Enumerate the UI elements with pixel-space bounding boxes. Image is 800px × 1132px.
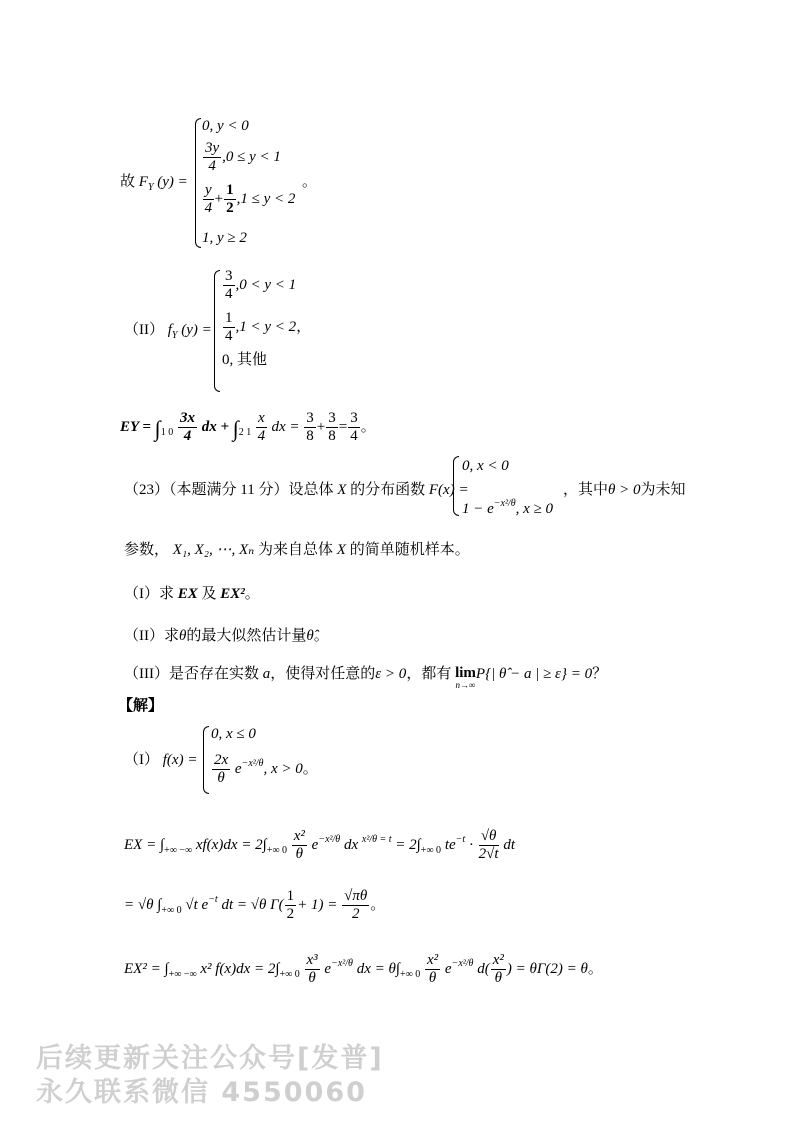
ey-plus: +: [316, 418, 326, 435]
ex-line-1: [124, 828, 515, 863]
ex1-exp2: −t: [455, 833, 466, 845]
q3-expr: P{| θ̂ − a | ≥ ε} = 0: [475, 666, 593, 682]
ex1-dt: dt: [503, 836, 515, 853]
params-t1: 参数，: [124, 542, 170, 558]
fy-case-1: 0, y < 0: [202, 118, 249, 134]
fy-F: F: [138, 174, 148, 190]
q1-mid: 及: [201, 586, 217, 602]
q23-intro: （23）（本题满分 11 分）设总体: [124, 482, 334, 498]
solution-label: 【解】: [118, 698, 164, 714]
q23-F: F(x) =: [428, 482, 469, 498]
ex1-lims: +∞ −∞: [164, 844, 193, 856]
fy-pdf-case-2: [222, 310, 311, 345]
ex2-end: 。: [370, 896, 386, 913]
ey-eq: =: [338, 418, 348, 435]
part2-label: （II）: [124, 322, 164, 338]
fy-c2-cond: ,0 ≤ y < 1: [222, 148, 281, 165]
ex2l-lims2: +∞ 0: [279, 968, 300, 980]
ex2l-gn: x²: [427, 952, 439, 968]
ex2l-tail: ) = θΓ(2) = θ: [506, 960, 588, 977]
ex2-body: √t e: [185, 896, 209, 913]
ex2-lims: +∞ 0: [161, 904, 182, 916]
part2-sub: Y: [171, 330, 178, 341]
params-t3: 的简单随机样本。: [349, 542, 470, 558]
q3-eps: ε > 0: [375, 666, 407, 682]
fy-c3-num2: 1: [226, 182, 234, 198]
q2-theta: θ: [179, 628, 187, 644]
fy-gu: 故: [120, 174, 136, 190]
q2-text: 的最大似然估计量: [186, 628, 307, 644]
q23-c2a: 1 − e: [462, 501, 494, 517]
ex2l-e2: e: [444, 960, 452, 977]
q3-a: a: [262, 666, 271, 682]
ey-int2-lim: 2 1: [238, 426, 252, 438]
ex2l-hn: x²: [492, 952, 504, 968]
pdf-case-1: 0, x ≤ 0: [211, 726, 256, 742]
fy-c3-plus: +: [214, 190, 224, 207]
params-t2: 为来自总体: [258, 542, 334, 558]
ex1-sub: x²/θ = t: [361, 833, 392, 845]
ex2-body2: dt = √θ Γ(: [221, 896, 284, 913]
p2c2-num: 1: [225, 310, 233, 326]
q3-line: [124, 664, 607, 690]
q1-label: （I）求: [124, 586, 174, 602]
q23-c2b: , x ≥ 0: [515, 501, 554, 517]
ex2l-e: e: [324, 960, 332, 977]
q3-label: （III）是否存在实数: [124, 666, 259, 682]
part2-f: f: [167, 322, 172, 338]
ex2l-dx: dx = θ∫: [356, 960, 400, 977]
q3-lim: lim: [455, 665, 476, 681]
ey-r3d: 4: [350, 428, 358, 444]
ex2-fd: 2: [286, 906, 295, 922]
fy-pdf-case-3: 0, 其他: [222, 352, 268, 368]
pdf-e: e: [234, 760, 242, 777]
pdf-func: f(x) =: [162, 752, 198, 768]
q3-text2: ，都有: [406, 666, 452, 682]
ey-int2: ∫: [232, 415, 239, 441]
ex2l-text: EX² = ∫: [124, 960, 169, 977]
ey-r1n: 3: [306, 410, 314, 426]
ex1-te: te: [444, 836, 456, 853]
q23-line: [124, 480, 469, 500]
ey-int1-lim: 1 0: [160, 426, 174, 438]
watermark-line-2: 永久联系微信 4550060: [36, 1077, 367, 1108]
ex2l-exp2: −x²/θ: [451, 957, 474, 969]
ey-dx2: dx =: [271, 418, 300, 435]
ex-line-2: [124, 888, 385, 923]
q23-X: X: [337, 482, 347, 498]
ex1-fd: θ: [295, 846, 304, 862]
ey-f2n: x: [258, 410, 265, 426]
ex2l-lims3: +∞ 0: [399, 968, 421, 980]
q2-line: [124, 626, 329, 646]
p2c1-cond: ,0 < y < 1: [235, 276, 297, 293]
ey-lhs: EY =: [120, 418, 151, 435]
ex1-gd: 2√t: [478, 846, 499, 862]
q2-label: （II）求: [124, 628, 179, 644]
q1-a: EX: [177, 586, 198, 602]
params-line: [124, 540, 470, 560]
q1-line: [124, 584, 260, 604]
ey-dx1: dx +: [201, 418, 230, 435]
pdf-exp: −x²/θ: [241, 757, 264, 769]
pdf-fn: 2x: [214, 752, 229, 768]
ex1-e: e: [311, 836, 319, 853]
q1-end: 。: [244, 586, 260, 602]
p2c2-den: 4: [225, 328, 233, 344]
pdf-x-label: [124, 750, 197, 770]
ey-r2n: 3: [328, 410, 336, 426]
pdf-y-label: [124, 320, 212, 346]
q2-hat: θ̂: [306, 628, 314, 644]
fy-sub: Y: [147, 182, 154, 193]
ex1-dot: ·: [468, 836, 474, 853]
q23-tail-2: 为未知: [640, 482, 686, 498]
ex1-dx: dx: [343, 836, 359, 853]
ex1-body: xf(x)dx = 2∫: [195, 836, 267, 853]
q23-mid: 的分布函数: [350, 482, 426, 498]
q23-tail-1: ，其中: [563, 482, 609, 498]
ex2-rn: √πθ: [344, 888, 368, 904]
fy-pdf-case-1: [222, 268, 296, 303]
pdf-case-2: [211, 752, 318, 787]
ey-int1: ∫: [154, 415, 161, 441]
ex1-lims2: +∞ 0: [266, 844, 288, 856]
fy-case-4: 1, y ≥ 2: [202, 230, 247, 246]
fy-c3-cond: ,1 ≤ y < 2: [236, 190, 296, 207]
q3-end: ？: [592, 666, 608, 682]
q23-case-1: 0, x < 0: [462, 458, 509, 474]
q23-cond: θ > 0: [608, 482, 641, 498]
p2c1-den: 4: [225, 286, 233, 302]
ey-line: [120, 410, 376, 445]
fy-c3-num: y: [205, 182, 212, 198]
p2-comma: ，: [296, 318, 312, 335]
ey-f2d: 4: [257, 428, 266, 444]
fy-brace: [195, 118, 201, 248]
ey-r2d: 8: [328, 428, 336, 444]
ey-f1n: 3x: [179, 410, 195, 426]
fy-pdf-brace: [214, 270, 220, 392]
ex1-text: EX = ∫: [124, 836, 165, 853]
q1-b: EX²: [220, 586, 245, 602]
ex1-exp: −x²/θ: [318, 833, 341, 845]
fy-c2-num: 3y: [205, 140, 220, 156]
ex2-fn: 1: [286, 888, 295, 904]
ey-end: 。: [360, 418, 376, 435]
pdf-label: （I）: [124, 752, 159, 768]
ex1-gn: √θ: [479, 828, 499, 846]
part2-arg: (y) =: [181, 322, 212, 338]
pdf-brace: [203, 726, 209, 794]
ex2l-exp: −x²/θ: [331, 957, 353, 969]
p2c2-cond: ,1 < y < 2: [235, 318, 297, 335]
ex2-rd: 2: [351, 906, 360, 922]
ey-r3n: 3: [350, 410, 358, 426]
q23-brace: [453, 456, 459, 516]
ex1-lims3: +∞ 0: [420, 844, 442, 856]
ex1-eq: = 2∫: [395, 836, 421, 853]
ex2l-fd: θ: [308, 970, 316, 986]
watermark-line-1: 后续更新关注公众号[发普]: [36, 1043, 384, 1074]
pdf-tail: , x > 0: [263, 760, 303, 777]
ex1-fn: x²: [293, 828, 305, 844]
ex2l-hd: θ: [494, 970, 502, 986]
fy-cdf-label: [120, 172, 188, 198]
fy-c2-den: 4: [208, 158, 216, 174]
params-samples: X₁, X₂, ⋯, Xₙ: [172, 542, 255, 558]
ex2-exp: −t: [208, 893, 218, 905]
ey-f1d: 4: [183, 428, 192, 444]
ex2-body3: + 1) =: [297, 896, 338, 913]
fy-case-2: [202, 140, 281, 175]
q23-tail: [563, 480, 686, 500]
fy-c3-den2: 2: [226, 200, 234, 216]
ex2-text: = √θ ∫: [124, 896, 162, 913]
ex2l-d: d(: [477, 960, 490, 977]
p2c1-num: 3: [225, 268, 233, 284]
q23-c2exp: −x²/θ: [493, 498, 516, 509]
ex2l-body: x² f(x)dx = 2∫: [200, 960, 280, 977]
ex2l-gd: θ: [428, 970, 437, 986]
params-X: X: [336, 542, 346, 558]
ex2l-lims: +∞ −∞: [168, 968, 197, 980]
fy-c3-den: 4: [204, 200, 213, 216]
q3-limsub: n→∞: [455, 680, 476, 690]
pdf-end: 。: [302, 760, 318, 777]
q2-end: 。: [313, 628, 329, 644]
fy-end: 。: [302, 174, 318, 190]
ex2l-fn: x³: [306, 952, 318, 968]
q23-case-2: [462, 494, 553, 519]
ex2l-end: 。: [587, 960, 603, 977]
ex2-line: [124, 952, 603, 987]
ey-r1d: 8: [306, 428, 314, 444]
fy-arg: (y) =: [157, 174, 188, 190]
q3-text1: ，使得对任意的: [270, 666, 376, 682]
fy-case-3: [202, 182, 295, 217]
pdf-fd: θ: [217, 770, 225, 786]
